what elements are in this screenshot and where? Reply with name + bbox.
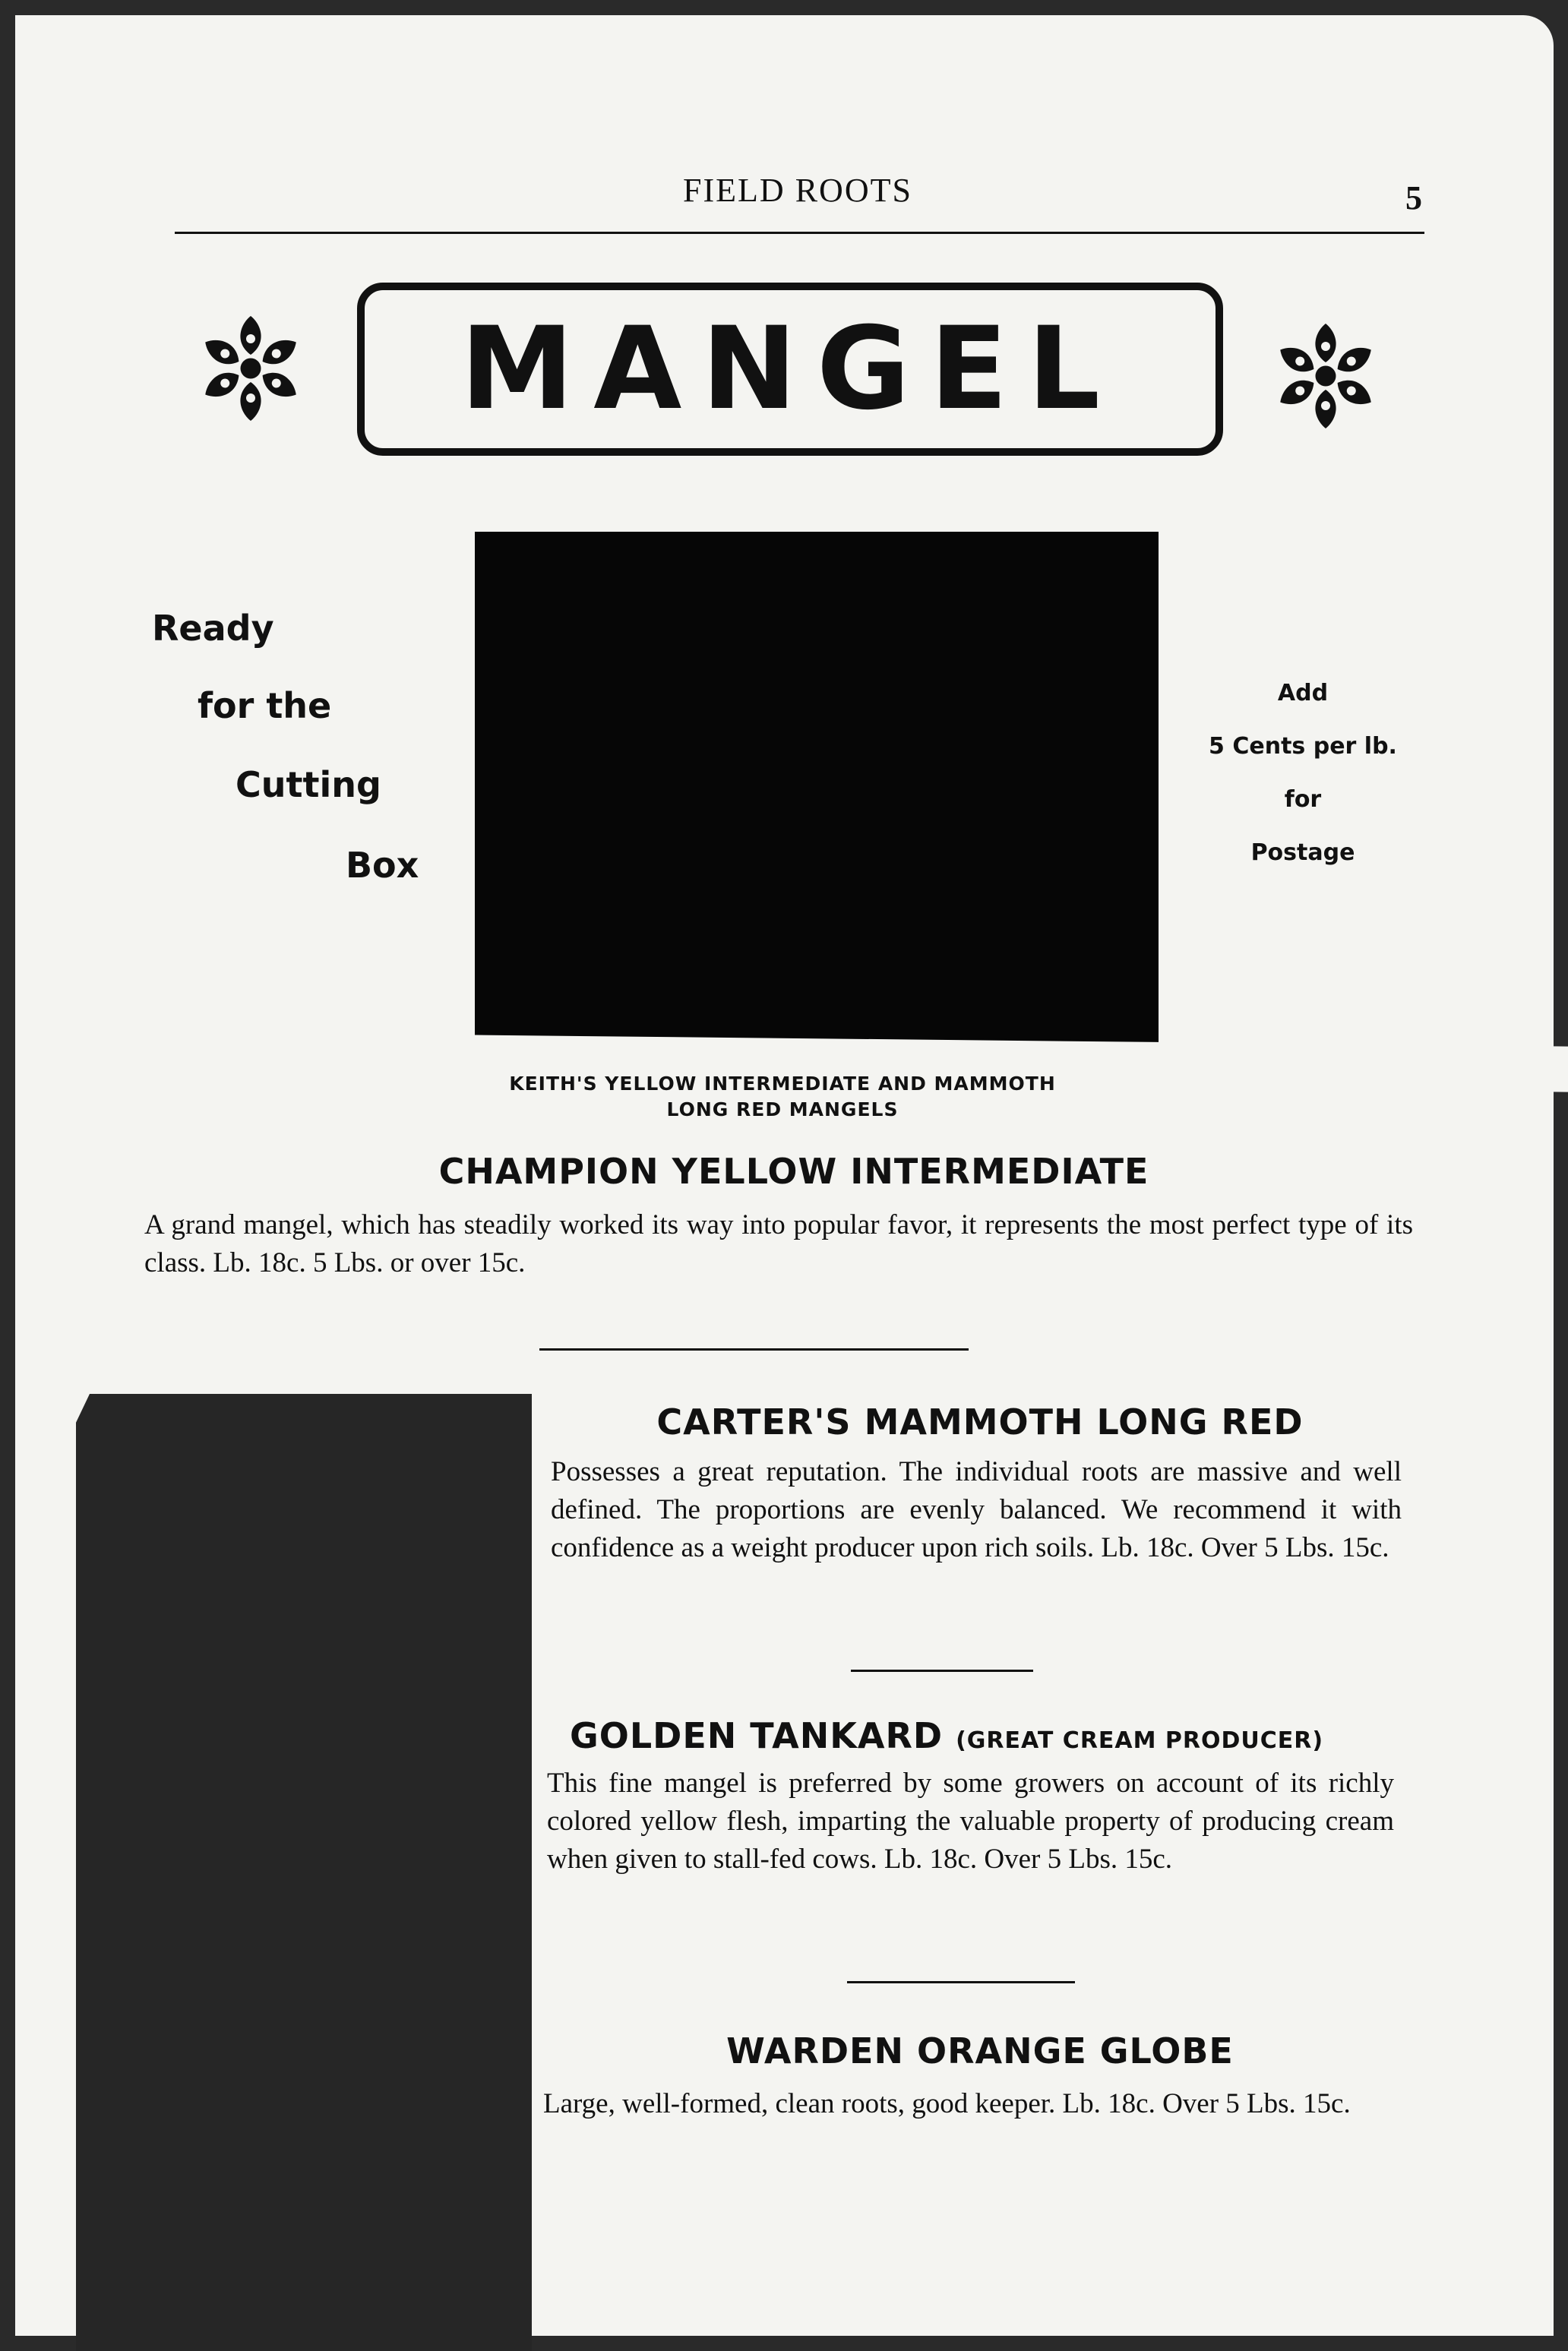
entry-heading: CARTER'S MAMMOTH LONG RED bbox=[656, 1401, 1304, 1443]
caption-line: LONG RED MANGELS bbox=[666, 1098, 899, 1120]
mangel-photo bbox=[475, 532, 1159, 1056]
entry-heading: CHAMPION YELLOW INTERMEDIATE bbox=[438, 1151, 1149, 1192]
left-note-line: Box bbox=[346, 845, 419, 886]
section-rule bbox=[539, 1348, 969, 1351]
right-note-line: 5 Cents per lb. bbox=[1209, 733, 1397, 760]
caption-line: KEITH'S YELLOW INTERMEDIATE AND MAMMOTH bbox=[509, 1073, 1056, 1095]
entry-heading bbox=[570, 1715, 1323, 1756]
entry-description: A grand mangel, which has steadily worked its way into popular favor, it represents the most perfect type of its class. Lb. 18c. 5 Lbs. or over 15c. bbox=[144, 1209, 1413, 1278]
entry-subnote: (GREAT CREAM PRODUCER) bbox=[956, 1727, 1324, 1754]
header-rule bbox=[175, 232, 1424, 234]
entry-description: Possesses a great reputation. The individual roots are massive and well defined. The proportions are evenly balanced. We recommend it with confidence as a weight producer upon rich soils. Lb. 18c. Over 5 Lbs. 15c. bbox=[551, 1456, 1402, 1563]
photo-caption bbox=[441, 1071, 1124, 1123]
running-head: FIELD ROOTS bbox=[683, 172, 912, 209]
catalog-page bbox=[15, 15, 1554, 2336]
entry-description: Large, well-formed, clean roots, good keeper. Lb. 18c. Over 5 Lbs. 15c. bbox=[543, 2088, 1351, 2119]
dark-panel bbox=[76, 1394, 532, 2351]
entry-name: GOLDEN TANKARD bbox=[570, 1715, 944, 1756]
section-rule bbox=[847, 1981, 1075, 1983]
page-title: MANGEL bbox=[460, 303, 1121, 435]
left-note-line: Ready bbox=[152, 608, 274, 649]
right-note-line: for bbox=[1284, 786, 1322, 813]
left-note-line: for the bbox=[198, 685, 332, 726]
left-note-line: Cutting bbox=[236, 764, 381, 805]
right-note-line: Postage bbox=[1250, 839, 1355, 866]
entry-description: This fine mangel is preferred by some growers on account of its richly colored yellow flesh, imparting the valuable property of producing cream when given to stall-fed cows. Lb. 18c. Over 5 Lbs. 15c. bbox=[547, 1768, 1394, 1875]
section-rule bbox=[851, 1670, 1033, 1672]
floral-ornament-icon bbox=[194, 311, 308, 425]
page-number: 5 bbox=[1405, 179, 1422, 216]
entry-heading: WARDEN ORANGE GLOBE bbox=[726, 2030, 1234, 2071]
floral-ornament-icon bbox=[1269, 319, 1383, 433]
right-note-line: Add bbox=[1277, 680, 1329, 706]
